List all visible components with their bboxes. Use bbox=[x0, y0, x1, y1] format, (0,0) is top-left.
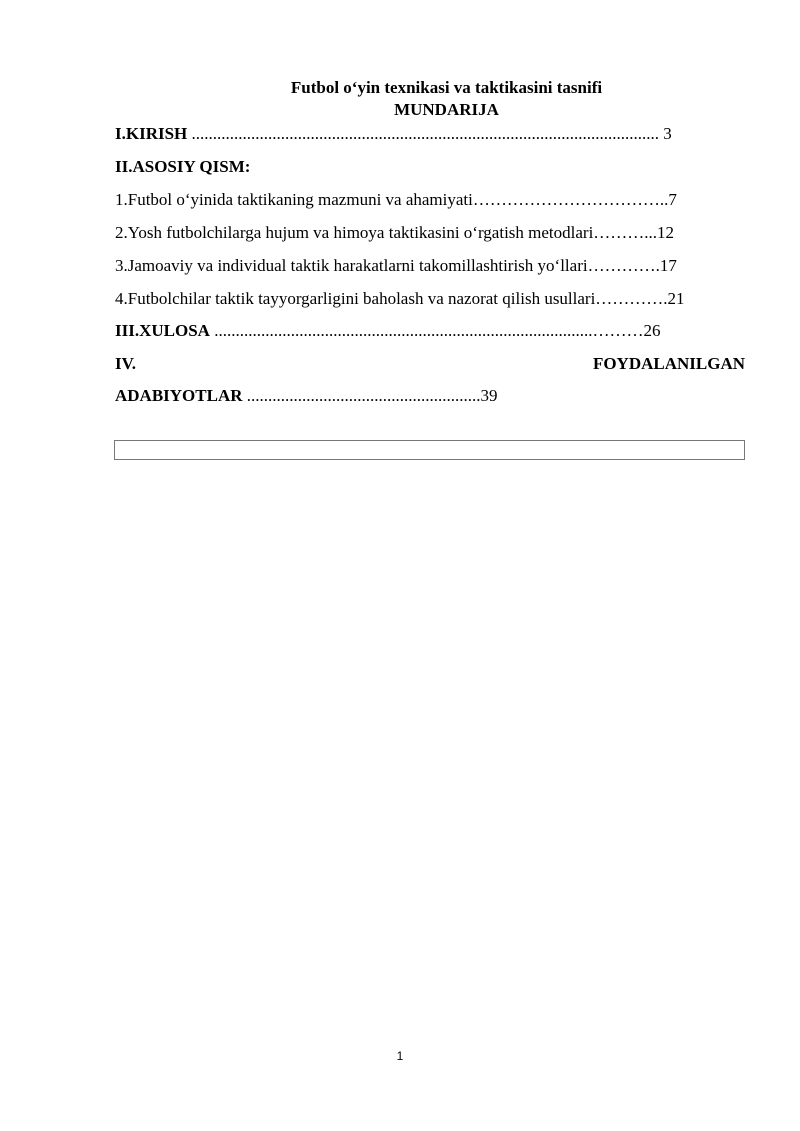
page-number: 1 bbox=[396, 1049, 404, 1063]
toc-heading: MUNDARIJA bbox=[394, 100, 499, 119]
toc-references-word2: ADABIYOTLAR bbox=[115, 386, 243, 405]
toc-entry-conclusion[interactable] bbox=[115, 320, 745, 342]
toc-entry-conclusion-leader: .........................................................................................………26 bbox=[209, 321, 661, 340]
toc-entry-intro[interactable] bbox=[115, 123, 745, 145]
toc-entry-intro-label: I.KIRISH bbox=[115, 124, 188, 143]
toc-references-word1: FOYDALANILGAN bbox=[592, 354, 745, 373]
toc-entry-item2[interactable]: 2.Yosh futbolchilarga hujum va himoya taktikasini o‘rgatish metodlari………...12 bbox=[115, 223, 675, 242]
toc-entry-main-part-label: II.ASOSIY QISM: bbox=[115, 157, 251, 176]
document-title: Futbol o‘yin texnikasi va taktikasini tasnifi bbox=[290, 78, 603, 97]
toc-entry-references-line2[interactable] bbox=[115, 385, 745, 407]
toc-entry-main-part[interactable] bbox=[115, 156, 745, 178]
empty-text-frame bbox=[114, 440, 745, 460]
toc-entry-item3[interactable]: 3.Jamoaviy va individual taktik harakatlarni takomillashtirish yo‘llari………….17 bbox=[115, 256, 677, 275]
toc-references-leader: .......................................................39 bbox=[242, 386, 498, 405]
toc-entry-conclusion-label: III.XULOSA bbox=[115, 321, 210, 340]
toc-entry-item1[interactable]: 1.Futbol o‘yinida taktikaning mazmuni va ahamiyati……………………………..7 bbox=[115, 190, 677, 209]
toc-references-number: IV. bbox=[115, 354, 136, 373]
toc-entry-references-line1[interactable] bbox=[115, 353, 745, 375]
toc-entry-intro-leader: .............................................................................................................. 3 bbox=[187, 124, 672, 143]
toc-entry-item4[interactable]: 4.Futbolchilar taktik tayyorgarligini baholash va nazorat qilish usullari………….21 bbox=[115, 289, 685, 308]
